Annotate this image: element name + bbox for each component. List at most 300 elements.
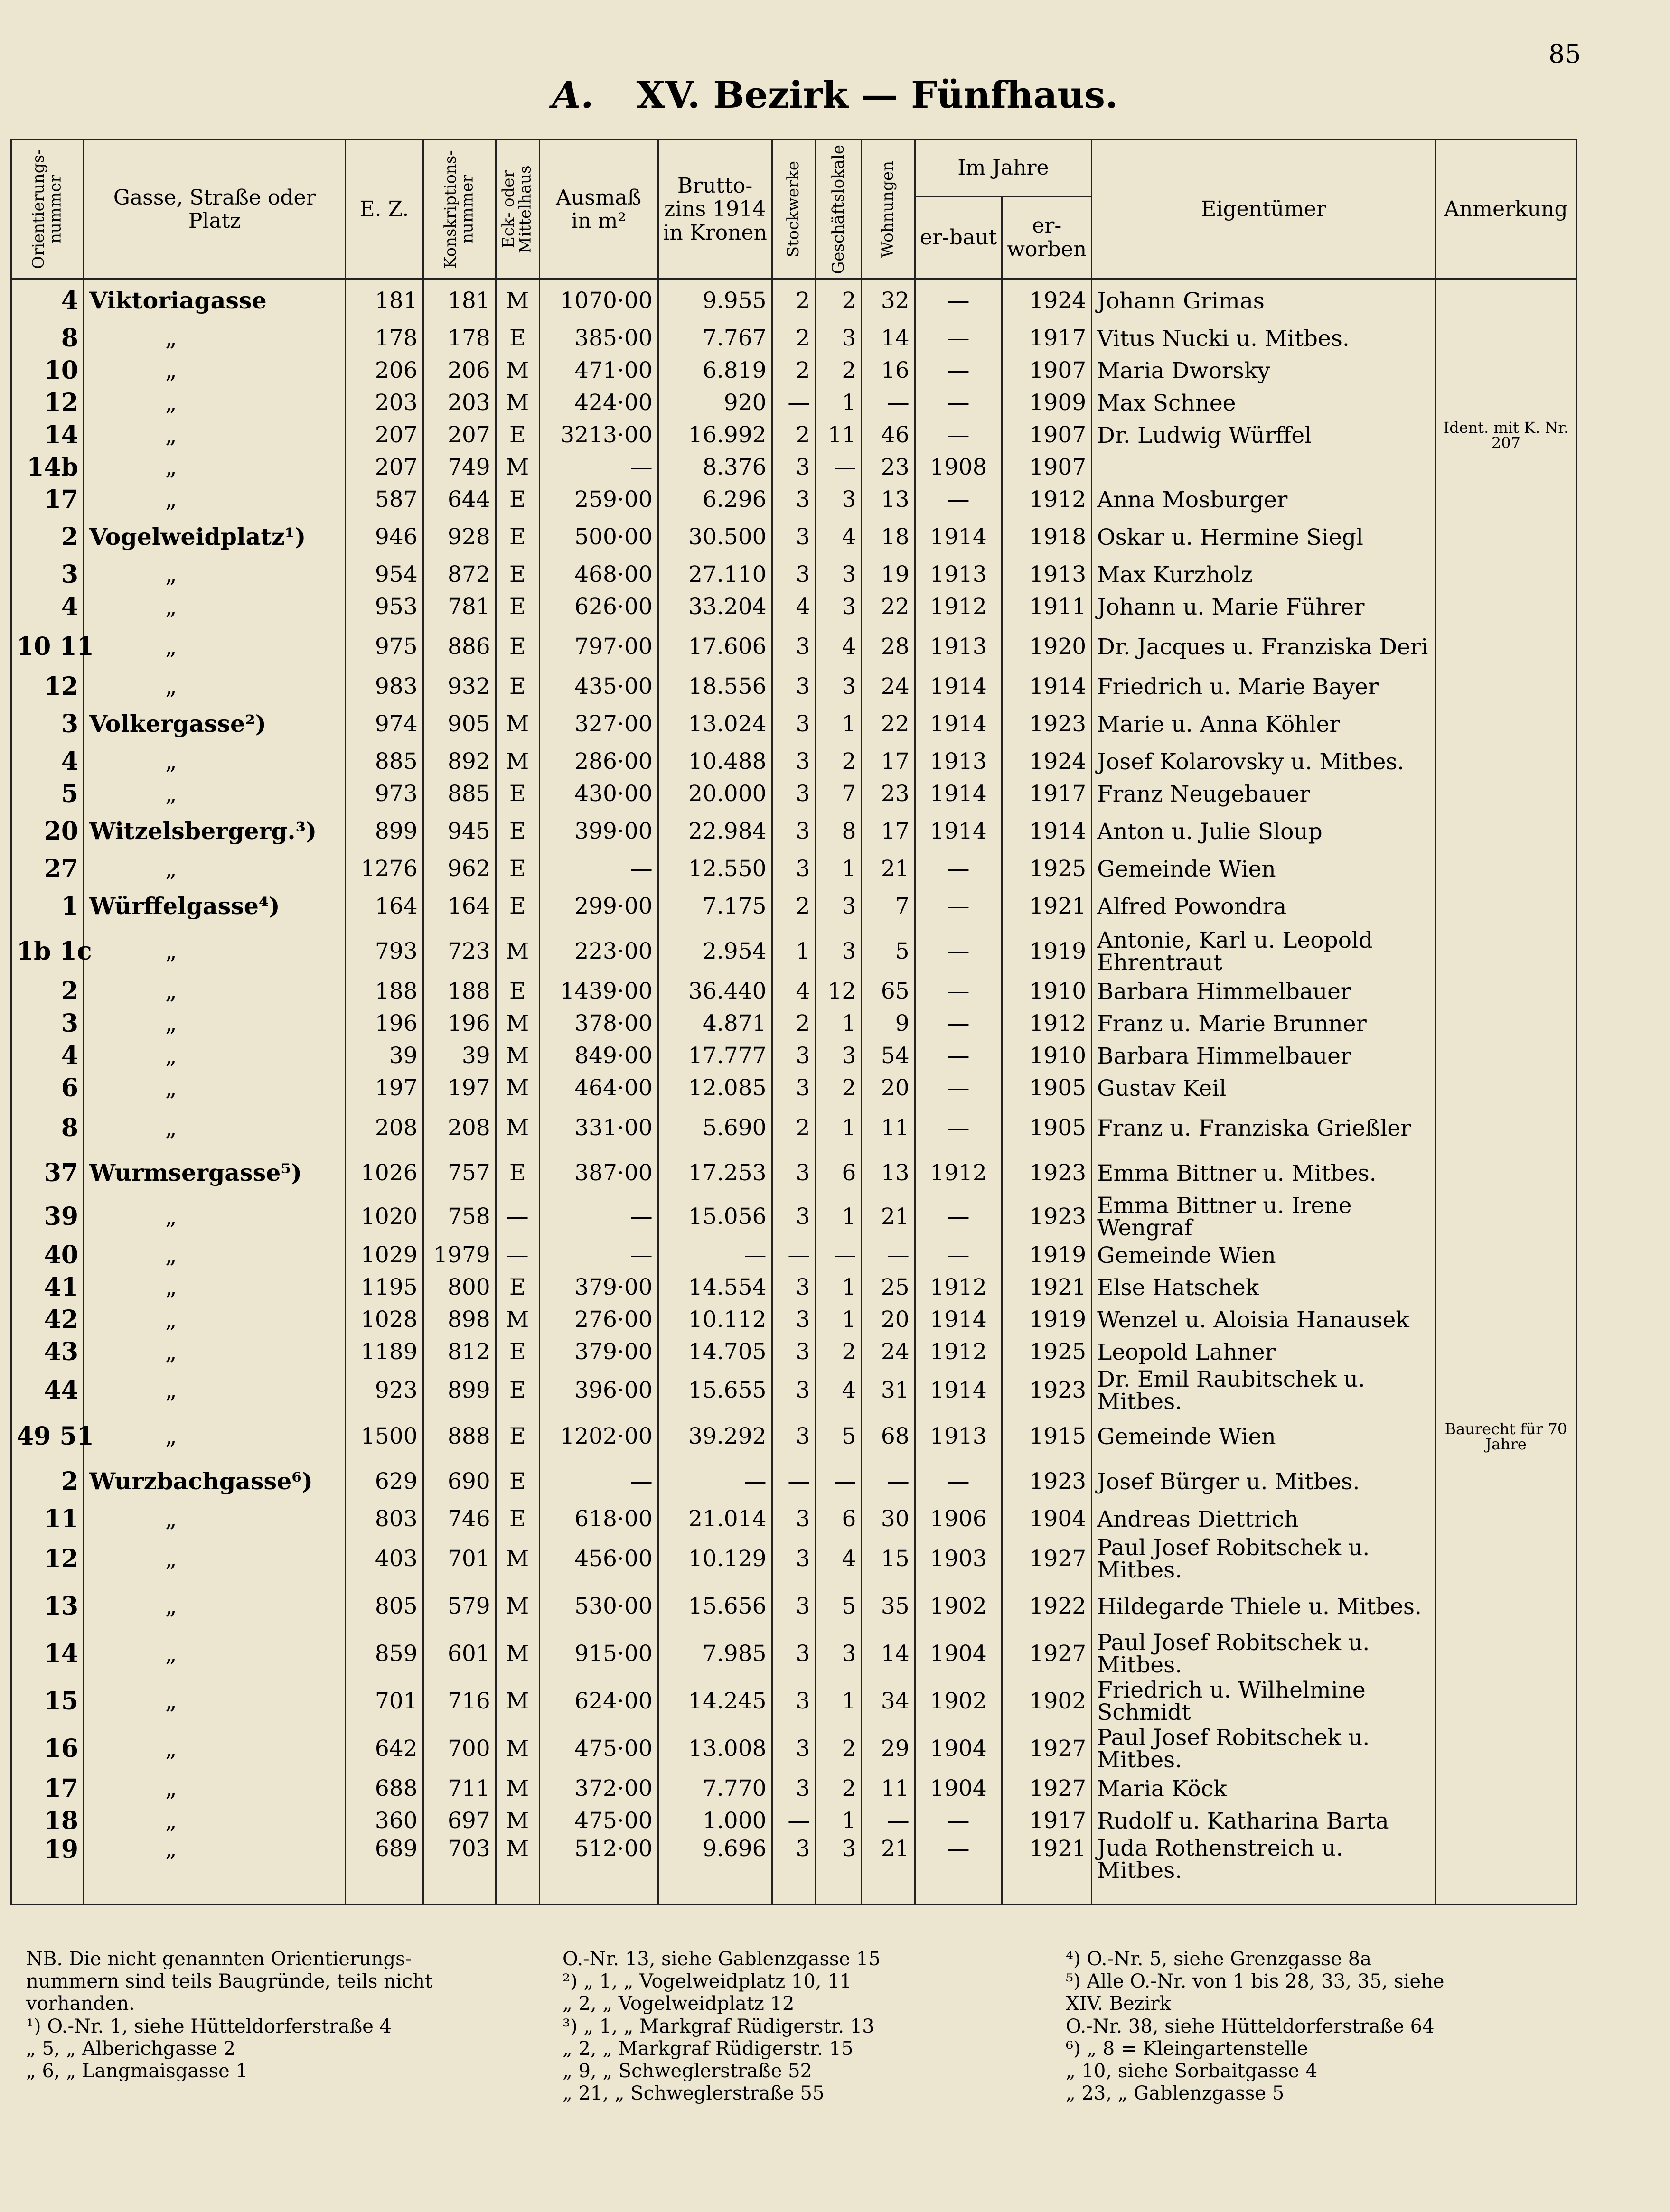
cell-wohnungen: — — [862, 1805, 915, 1837]
table-row — [11, 885, 1576, 928]
col-eigentuemer: Eigentümer — [1092, 140, 1436, 279]
cell-ez: 587 — [346, 484, 423, 516]
cell-street-name: Volkergasse²) — [84, 703, 346, 746]
table-row — [11, 1837, 1576, 1904]
page-title — [0, 74, 1670, 117]
table-body — [11, 279, 1576, 1904]
cell-eck-mittel: E — [496, 484, 539, 516]
cell-wohnungen: 20 — [862, 1304, 915, 1336]
cell-stockwerke: 3 — [772, 853, 816, 885]
cell-konskription-nr: 962 — [423, 853, 496, 885]
cell-orientierung-nr: 14 — [11, 419, 84, 451]
cell-ez: 203 — [346, 387, 423, 419]
footnote-line: vorhanden. — [26, 1993, 135, 2015]
cell-erworben: 1915 — [1002, 1413, 1092, 1460]
cell-orientierung-nr: 6 — [11, 1072, 84, 1104]
table-row — [11, 703, 1576, 746]
cell-konskription-nr: 812 — [423, 1336, 496, 1368]
cell-stockwerke: 2 — [772, 355, 816, 387]
col-brutto: Brutto-zins 1914 in Kronen — [658, 140, 772, 279]
cell-anmerkung — [1435, 355, 1576, 387]
cell-ez: 208 — [346, 1104, 423, 1152]
cell-eck-mittel: E — [496, 1152, 539, 1195]
cell-orientierung-nr: 27 — [11, 853, 84, 885]
cell-orientierung-nr: 40 — [11, 1239, 84, 1271]
cell-erbaut: 1914 — [915, 516, 1002, 559]
cell-anmerkung — [1435, 1503, 1576, 1535]
cell-anmerkung — [1435, 1460, 1576, 1503]
cell-konskription-nr: 872 — [423, 559, 496, 591]
cell-ez: 178 — [346, 322, 423, 355]
cell-konskription-nr: 188 — [423, 975, 496, 1008]
cell-eck-mittel: M — [496, 1805, 539, 1837]
table-row — [11, 1336, 1576, 1368]
cell-ausmass: 385·00 — [539, 322, 658, 355]
cell-orientierung-nr: 4 — [11, 591, 84, 623]
footnote-line: ²) „ 1, „ Vogelweidplatz 10, 11 — [563, 1970, 852, 1993]
cell-wohnungen: 31 — [862, 1368, 915, 1413]
cell-anmerkung — [1435, 1678, 1576, 1725]
cell-bruttozins: 20.000 — [658, 778, 772, 810]
footnote-line: „ 2, „ Vogelweidplatz 12 — [563, 1993, 795, 2015]
cell-eck-mittel: E — [496, 419, 539, 451]
cell-eck-mittel: E — [496, 1336, 539, 1368]
cell-street-name: „ — [84, 1072, 346, 1104]
cell-geschaeftslokale: 2 — [816, 1072, 862, 1104]
cell-anmerkung — [1435, 928, 1576, 975]
cell-ez: 181 — [346, 279, 423, 323]
cell-street-name: „ — [84, 484, 346, 516]
cell-anmerkung — [1435, 1271, 1576, 1304]
cell-erbaut: 1913 — [915, 623, 1002, 671]
table-row — [11, 1773, 1576, 1805]
cell-anmerkung: Baurecht für 70 Jahre — [1435, 1413, 1576, 1460]
cell-stockwerke: 3 — [772, 1072, 816, 1104]
footnote-line: „ 2, „ Markgraf Rüdigerstr. 15 — [563, 2037, 854, 2060]
cell-stockwerke: 3 — [772, 746, 816, 778]
cell-erworben: 1917 — [1002, 322, 1092, 355]
cell-konskription-nr: 711 — [423, 1773, 496, 1805]
col-stockwerke: Stockwerke — [772, 140, 816, 279]
cell-orientierung-nr: 2 — [11, 1460, 84, 1503]
footnote-line: O.-Nr. 38, siehe Hütteldorferstraße 64 — [1066, 2015, 1435, 2037]
cell-orientierung-nr: 44 — [11, 1368, 84, 1413]
cell-anmerkung — [1435, 746, 1576, 778]
cell-erworben: 1924 — [1002, 279, 1092, 323]
cell-konskription-nr: 690 — [423, 1460, 496, 1503]
cell-wohnungen: 32 — [862, 279, 915, 323]
cell-wohnungen: — — [862, 1239, 915, 1271]
table-row — [11, 975, 1576, 1008]
cell-ausmass: 396·00 — [539, 1368, 658, 1413]
cell-wohnungen: 25 — [862, 1271, 915, 1304]
cell-street-name: „ — [84, 1040, 346, 1072]
cell-street-name: „ — [84, 975, 346, 1008]
cell-erworben: 1923 — [1002, 1368, 1092, 1413]
cell-konskription-nr: 579 — [423, 1583, 496, 1630]
cell-konskription-nr: 899 — [423, 1368, 496, 1413]
cell-eigentuemer: Maria Köck — [1092, 1773, 1436, 1805]
cell-geschaeftslokale: — — [816, 1239, 862, 1271]
cell-erbaut: — — [915, 975, 1002, 1008]
cell-eck-mittel: M — [496, 1008, 539, 1040]
cell-erworben: 1927 — [1002, 1773, 1092, 1805]
cell-wohnungen: 14 — [862, 1630, 915, 1678]
cell-street-name: „ — [84, 1535, 346, 1583]
cell-bruttozins: — — [658, 1460, 772, 1503]
cell-bruttozins: 17.777 — [658, 1040, 772, 1072]
table-row — [11, 1630, 1576, 1678]
table-row — [11, 1413, 1576, 1460]
cell-eck-mittel: E — [496, 516, 539, 559]
cell-geschaeftslokale: 3 — [816, 1837, 862, 1904]
cell-geschaeftslokale: 2 — [816, 279, 862, 323]
table-row — [11, 1460, 1576, 1503]
cell-orientierung-nr: 5 — [11, 778, 84, 810]
cell-stockwerke: 3 — [772, 1535, 816, 1583]
cell-geschaeftslokale: 3 — [816, 885, 862, 928]
cell-anmerkung — [1435, 322, 1576, 355]
cell-eck-mittel: E — [496, 885, 539, 928]
cell-orientierung-nr: 12 — [11, 387, 84, 419]
cell-erworben: 1919 — [1002, 928, 1092, 975]
cell-geschaeftslokale: 5 — [816, 1413, 862, 1460]
cell-geschaeftslokale: 6 — [816, 1503, 862, 1535]
cell-erbaut: 1913 — [915, 1413, 1002, 1460]
cell-erbaut: — — [915, 1239, 1002, 1271]
cell-ausmass: — — [539, 451, 658, 484]
table-row — [11, 623, 1576, 671]
table-row — [11, 1368, 1576, 1413]
cell-eigentuemer: Franz u. Marie Brunner — [1092, 1008, 1436, 1040]
cell-bruttozins: 15.656 — [658, 1583, 772, 1630]
cell-wohnungen: 34 — [862, 1678, 915, 1725]
cell-stockwerke: 3 — [772, 1583, 816, 1630]
table-row — [11, 559, 1576, 591]
cell-wohnungen: 11 — [862, 1104, 915, 1152]
cell-erbaut: 1914 — [915, 703, 1002, 746]
cell-bruttozins: 14.245 — [658, 1678, 772, 1725]
cell-bruttozins: 18.556 — [658, 671, 772, 703]
cell-geschaeftslokale: 7 — [816, 778, 862, 810]
cell-orientierung-nr: 4 — [11, 746, 84, 778]
table-row — [11, 1535, 1576, 1583]
cell-erbaut: 1913 — [915, 559, 1002, 591]
table-row — [11, 322, 1576, 355]
cell-erbaut: — — [915, 1837, 1002, 1904]
cell-ez: 164 — [346, 885, 423, 928]
cell-ez: 360 — [346, 1805, 423, 1837]
cell-ez: 946 — [346, 516, 423, 559]
cell-orientierung-nr: 12 — [11, 671, 84, 703]
cell-konskription-nr: 716 — [423, 1678, 496, 1725]
cell-street-name: Witzelsbergerg.³) — [84, 810, 346, 853]
cell-wohnungen: 46 — [862, 419, 915, 451]
cell-eigentuemer: Leopold Lahner — [1092, 1336, 1436, 1368]
cell-ez: 689 — [346, 1837, 423, 1904]
cell-bruttozins: 22.984 — [658, 810, 772, 853]
cell-street-name: „ — [84, 1239, 346, 1271]
cell-bruttozins: 16.992 — [658, 419, 772, 451]
cell-eigentuemer: Oskar u. Hermine Siegl — [1092, 516, 1436, 559]
table-row — [11, 1195, 1576, 1239]
cell-geschaeftslokale: 3 — [816, 1630, 862, 1678]
cell-erbaut: 1913 — [915, 746, 1002, 778]
cell-ausmass: 468·00 — [539, 559, 658, 591]
cell-wohnungen: 22 — [862, 591, 915, 623]
cell-ausmass: 3213·00 — [539, 419, 658, 451]
cell-erbaut: 1914 — [915, 671, 1002, 703]
cell-erbaut: — — [915, 1104, 1002, 1152]
cell-anmerkung — [1435, 810, 1576, 853]
cell-wohnungen: 21 — [862, 1195, 915, 1239]
cell-orientierung-nr: 39 — [11, 1195, 84, 1239]
cell-anmerkung — [1435, 1583, 1576, 1630]
property-table — [10, 139, 1577, 1905]
cell-geschaeftslokale: 2 — [816, 1336, 862, 1368]
cell-erworben: 1902 — [1002, 1678, 1092, 1725]
title-prefix: A. — [552, 74, 594, 117]
cell-anmerkung — [1435, 559, 1576, 591]
cell-bruttozins: 7.770 — [658, 1773, 772, 1805]
cell-eigentuemer: Friedrich u. Wilhelmine Schmidt — [1092, 1678, 1436, 1725]
cell-bruttozins: 27.110 — [658, 559, 772, 591]
cell-geschaeftslokale: 4 — [816, 623, 862, 671]
cell-wohnungen: 24 — [862, 1336, 915, 1368]
footnote-line: „ 21, „ Schweglerstraße 55 — [563, 2082, 825, 2105]
cell-erworben: 1925 — [1002, 1336, 1092, 1368]
cell-geschaeftslokale: 1 — [816, 1678, 862, 1725]
footnote-line: „ 6, „ Langmaisgasse 1 — [26, 2060, 248, 2082]
cell-stockwerke: 3 — [772, 703, 816, 746]
cell-konskription-nr: 928 — [423, 516, 496, 559]
cell-wohnungen: 15 — [862, 1535, 915, 1583]
cell-eck-mittel: E — [496, 623, 539, 671]
cell-ausmass: 378·00 — [539, 1008, 658, 1040]
cell-eck-mittel: M — [496, 1773, 539, 1805]
cell-ausmass: 223·00 — [539, 928, 658, 975]
cell-konskription-nr: 898 — [423, 1304, 496, 1336]
cell-geschaeftslokale: 4 — [816, 516, 862, 559]
cell-eigentuemer: Marie u. Anna Köhler — [1092, 703, 1436, 746]
cell-ausmass: 475·00 — [539, 1805, 658, 1837]
cell-wohnungen: 28 — [862, 623, 915, 671]
cell-street-name: Wurzbachgasse⁶) — [84, 1460, 346, 1503]
cell-ausmass: 276·00 — [539, 1304, 658, 1336]
cell-erworben: 1907 — [1002, 355, 1092, 387]
cell-konskription-nr: 945 — [423, 810, 496, 853]
cell-orientierung-nr: 16 — [11, 1725, 84, 1773]
cell-eck-mittel: M — [496, 1535, 539, 1583]
cell-stockwerke: 2 — [772, 885, 816, 928]
table-row — [11, 928, 1576, 975]
cell-stockwerke: 3 — [772, 810, 816, 853]
cell-erbaut: — — [915, 1195, 1002, 1239]
cell-street-name: „ — [84, 1805, 346, 1837]
cell-konskription-nr: 208 — [423, 1104, 496, 1152]
footnote-line: ³) „ 1, „ Markgraf Rüdigerstr. 13 — [563, 2015, 874, 2037]
cell-erbaut: 1914 — [915, 810, 1002, 853]
col-erworben: er-worben — [1002, 196, 1092, 279]
footnotes-col-2 — [563, 1948, 1047, 2105]
footnotes-col-1 — [26, 1948, 520, 2082]
cell-ez: 188 — [346, 975, 423, 1008]
cell-wohnungen: 11 — [862, 1773, 915, 1805]
table-row — [11, 419, 1576, 451]
cell-orientierung-nr: 15 — [11, 1678, 84, 1725]
cell-eck-mittel: E — [496, 1460, 539, 1503]
cell-street-name: Viktoriagasse — [84, 279, 346, 323]
cell-street-name: Vogelweidplatz¹) — [84, 516, 346, 559]
table-row — [11, 1271, 1576, 1304]
cell-ausmass: 471·00 — [539, 355, 658, 387]
cell-stockwerke: 3 — [772, 1152, 816, 1195]
cell-ez: 859 — [346, 1630, 423, 1678]
cell-anmerkung — [1435, 1008, 1576, 1040]
cell-ausmass: — — [539, 853, 658, 885]
cell-stockwerke: 3 — [772, 1837, 816, 1904]
cell-anmerkung — [1435, 778, 1576, 810]
cell-stockwerke: 3 — [772, 778, 816, 810]
cell-ausmass: 299·00 — [539, 885, 658, 928]
cell-bruttozins: 13.024 — [658, 703, 772, 746]
footnote-line: ⁵) Alle O.-Nr. von 1 bis 28, 33, 35, siehe — [1066, 1970, 1445, 1993]
cell-bruttozins: 13.008 — [658, 1725, 772, 1773]
cell-erbaut: — — [915, 355, 1002, 387]
cell-eigentuemer: Else Hatschek — [1092, 1271, 1436, 1304]
cell-street-name: „ — [84, 387, 346, 419]
cell-eck-mittel: M — [496, 928, 539, 975]
cell-anmerkung — [1435, 591, 1576, 623]
cell-bruttozins: 14.554 — [658, 1271, 772, 1304]
cell-orientierung-nr: 42 — [11, 1304, 84, 1336]
cell-street-name: „ — [84, 1725, 346, 1773]
cell-eigentuemer: Antonie, Karl u. Leopold Ehrentraut — [1092, 928, 1436, 975]
cell-street-name: „ — [84, 1195, 346, 1239]
table-row — [11, 1008, 1576, 1040]
cell-wohnungen: 35 — [862, 1583, 915, 1630]
cell-bruttozins: 39.292 — [658, 1413, 772, 1460]
cell-street-name: „ — [84, 1837, 346, 1904]
cell-eck-mittel: M — [496, 1630, 539, 1678]
cell-erworben: 1925 — [1002, 853, 1092, 885]
cell-erworben: 1923 — [1002, 703, 1092, 746]
table-row — [11, 484, 1576, 516]
cell-street-name: „ — [84, 1503, 346, 1535]
cell-geschaeftslokale: 1 — [816, 1271, 862, 1304]
cell-eck-mittel: M — [496, 1583, 539, 1630]
cell-ez: 983 — [346, 671, 423, 703]
cell-anmerkung — [1435, 1104, 1576, 1152]
cell-erworben: 1921 — [1002, 1837, 1092, 1904]
cell-wohnungen: 24 — [862, 671, 915, 703]
cell-konskription-nr: 723 — [423, 928, 496, 975]
cell-erbaut: 1912 — [915, 1336, 1002, 1368]
cell-wohnungen: 13 — [862, 484, 915, 516]
cell-wohnungen: 29 — [862, 1725, 915, 1773]
col-im-jahre: Im Jahre — [915, 140, 1092, 196]
cell-bruttozins: 10.112 — [658, 1304, 772, 1336]
cell-stockwerke: 3 — [772, 671, 816, 703]
table-row — [11, 1725, 1576, 1773]
cell-eigentuemer: Franz Neugebauer — [1092, 778, 1436, 810]
cell-stockwerke: 3 — [772, 451, 816, 484]
cell-ez: 1020 — [346, 1195, 423, 1239]
cell-anmerkung — [1435, 1773, 1576, 1805]
cell-erworben: 1919 — [1002, 1239, 1092, 1271]
cell-eck-mittel: E — [496, 853, 539, 885]
cell-geschaeftslokale: 1 — [816, 853, 862, 885]
cell-wohnungen: — — [862, 1460, 915, 1503]
page-number: 85 — [1548, 39, 1581, 69]
cell-geschaeftslokale: 8 — [816, 810, 862, 853]
cell-street-name: „ — [84, 928, 346, 975]
cell-street-name: „ — [84, 1368, 346, 1413]
cell-eck-mittel: E — [496, 559, 539, 591]
cell-stockwerke: 3 — [772, 1678, 816, 1725]
cell-eigentuemer: Johann Grimas — [1092, 279, 1436, 323]
cell-ausmass: 915·00 — [539, 1630, 658, 1678]
cell-orientierung-nr: 11 — [11, 1503, 84, 1535]
cell-ausmass: 286·00 — [539, 746, 658, 778]
cell-konskription-nr: 206 — [423, 355, 496, 387]
cell-anmerkung — [1435, 484, 1576, 516]
cell-eck-mittel: M — [496, 387, 539, 419]
cell-stockwerke: 3 — [772, 484, 816, 516]
cell-ausmass: — — [539, 1460, 658, 1503]
cell-bruttozins: 8.376 — [658, 451, 772, 484]
cell-orientierung-nr: 3 — [11, 703, 84, 746]
col-geschaeft: Geschäftslokale — [816, 140, 862, 279]
cell-orientierung-nr: 4 — [11, 279, 84, 323]
cell-orientierung-nr: 3 — [11, 559, 84, 591]
cell-bruttozins: 36.440 — [658, 975, 772, 1008]
cell-bruttozins: 6.819 — [658, 355, 772, 387]
cell-wohnungen: 30 — [862, 1503, 915, 1535]
cell-ez: 197 — [346, 1072, 423, 1104]
cell-ez: 973 — [346, 778, 423, 810]
col-ez: E. Z. — [346, 140, 423, 279]
cell-ausmass: 530·00 — [539, 1583, 658, 1630]
table-row — [11, 1104, 1576, 1152]
cell-wohnungen: 54 — [862, 1040, 915, 1072]
cell-anmerkung — [1435, 1304, 1576, 1336]
cell-stockwerke: 4 — [772, 975, 816, 1008]
cell-erworben: 1923 — [1002, 1152, 1092, 1195]
cell-anmerkung — [1435, 387, 1576, 419]
cell-geschaeftslokale: 2 — [816, 355, 862, 387]
cell-geschaeftslokale: 2 — [816, 1773, 862, 1805]
cell-erworben: 1921 — [1002, 1271, 1092, 1304]
cell-street-name: „ — [84, 1304, 346, 1336]
cell-stockwerke: 3 — [772, 1040, 816, 1072]
cell-konskription-nr: 601 — [423, 1630, 496, 1678]
cell-street-name: Würffelgasse⁴) — [84, 885, 346, 928]
cell-eigentuemer: Juda Rothenstreich u. Mitbes. — [1092, 1837, 1436, 1904]
cell-anmerkung — [1435, 451, 1576, 484]
cell-orientierung-nr: 10 11 — [11, 623, 84, 671]
cell-anmerkung — [1435, 279, 1576, 323]
cell-anmerkung — [1435, 1152, 1576, 1195]
cell-ausmass: 387·00 — [539, 1152, 658, 1195]
cell-eigentuemer: Emma Bittner u. Irene Wengraf — [1092, 1195, 1436, 1239]
cell-eigentuemer — [1092, 451, 1436, 484]
cell-eigentuemer: Andreas Diettrich — [1092, 1503, 1436, 1535]
cell-eck-mittel: M — [496, 746, 539, 778]
cell-erbaut: 1914 — [915, 1368, 1002, 1413]
cell-anmerkung — [1435, 1725, 1576, 1773]
cell-bruttozins: 920 — [658, 387, 772, 419]
